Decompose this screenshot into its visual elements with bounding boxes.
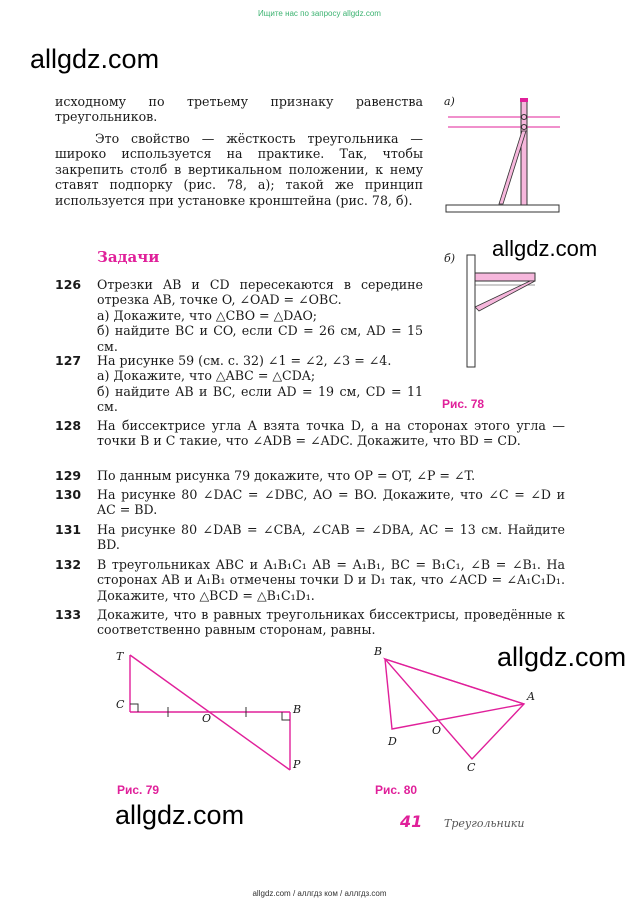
figure-80 (375, 645, 545, 775)
problem-text: На рисунке 80 ∠DAB = ∠CBA, ∠CAB = ∠DBA, AC = 13 см. Найдите BD. (97, 522, 565, 553)
problem-text: Отрезки AB и CD пересекаются в середине отрезка AB, точке O, ∠OAD = ∠OBC. а) Докажите, что △CBO = △DAO; б) найдите BC и CO, если CD = 26 см, AD = 15 см. (97, 277, 423, 354)
point-O: O (202, 712, 212, 725)
problem-number: 126 (55, 277, 82, 292)
problem-text: В треугольниках ABC и A₁B₁C₁ AB = A₁B₁, BC = B₁C₁, ∠B = ∠B₁. На сторонах AB и A₁B₁ отмечены точки D и D₁ так, что ∠ACD = ∠A₁C₁D₁. Докажите, что △BCD = △B₁C₁D₁. (97, 557, 565, 603)
point-P: P (293, 758, 301, 771)
watermark-logo: allgdz.com (492, 236, 598, 261)
problem-127 (55, 353, 423, 415)
problem-number: 133 (55, 607, 82, 622)
figure-79-caption: Рис. 79 (117, 783, 160, 797)
point-B: B (374, 645, 383, 658)
chapter-title: Треугольники (444, 817, 525, 830)
figure-78-caption: Рис. 78 (442, 397, 485, 411)
point-T: T (116, 650, 124, 663)
problem-number: 127 (55, 353, 82, 368)
watermark-logo: allgdz.com (115, 800, 245, 830)
watermark-logo: allgdz.com (30, 44, 160, 74)
pole-diagram (446, 98, 560, 212)
page-number: 41 (400, 812, 423, 831)
point-D: D (388, 735, 397, 748)
watermark-logo: allgdz.com (497, 642, 627, 672)
problem-text: Докажите, что в равных треугольниках биссектрисы, проведённые к соответственно равным сторонам, равны. (97, 607, 565, 638)
problem-text: На биссектрисе угла A взята точка D, а на сторонах этого угла — точки B и C такие, что ∠ADB = ∠ADC. Докажите, что BD = CD. (97, 418, 565, 449)
problem-number: 132 (55, 557, 82, 572)
problem-number: 131 (55, 522, 82, 537)
problem-number: 130 (55, 487, 82, 502)
figure-78 (440, 95, 570, 415)
problem-text: На рисунке 59 (см. с. 32) ∠1 = ∠2, ∠3 = ∠4. а) Докажите, что △ABC = △CDA; б) найдите AB и BC, если AD = 19 см, CD = 11 см. (97, 353, 423, 415)
point-B: B (293, 703, 302, 716)
problem-text: По данным рисунка 79 докажите, что OP = OT, ∠P = ∠T. (97, 468, 476, 483)
bottom-watermark: allgdz.com / аллгдз ком / аллгдз.com (252, 889, 387, 898)
problem-number: 128 (55, 418, 82, 433)
bracket-diagram (467, 255, 535, 367)
figure-78b-label: б) (444, 252, 456, 265)
figure-78a-label: а) (444, 95, 455, 108)
point-C: C (116, 698, 125, 711)
problem-126 (55, 277, 423, 354)
intro-paragraph-1: исходному по третьему признаку равенства треугольников. (55, 94, 423, 125)
figure-80-caption: Рис. 80 (375, 783, 418, 797)
section-title: Задачи (97, 248, 160, 266)
point-C: C (467, 761, 476, 774)
problem-text: На рисунке 80 ∠DAC = ∠DBC, AO = BO. Докажите, что ∠C = ∠D и AC = BD. (97, 487, 565, 518)
top-watermark: Ищите нас по запросу allgdz.com (258, 9, 381, 18)
problem-number: 129 (55, 468, 82, 483)
point-O: O (432, 724, 442, 737)
intro-paragraph-2: Это свойство — жёсткость треугольника — широко используется на практике. Так, чтобы закрепить столб в вертикальном положении, к нему ставят подпорку (рис. 78, а); такой же принцип используется при установке кронштейна (рис. 78, б). (55, 131, 423, 208)
point-A: A (527, 690, 535, 703)
